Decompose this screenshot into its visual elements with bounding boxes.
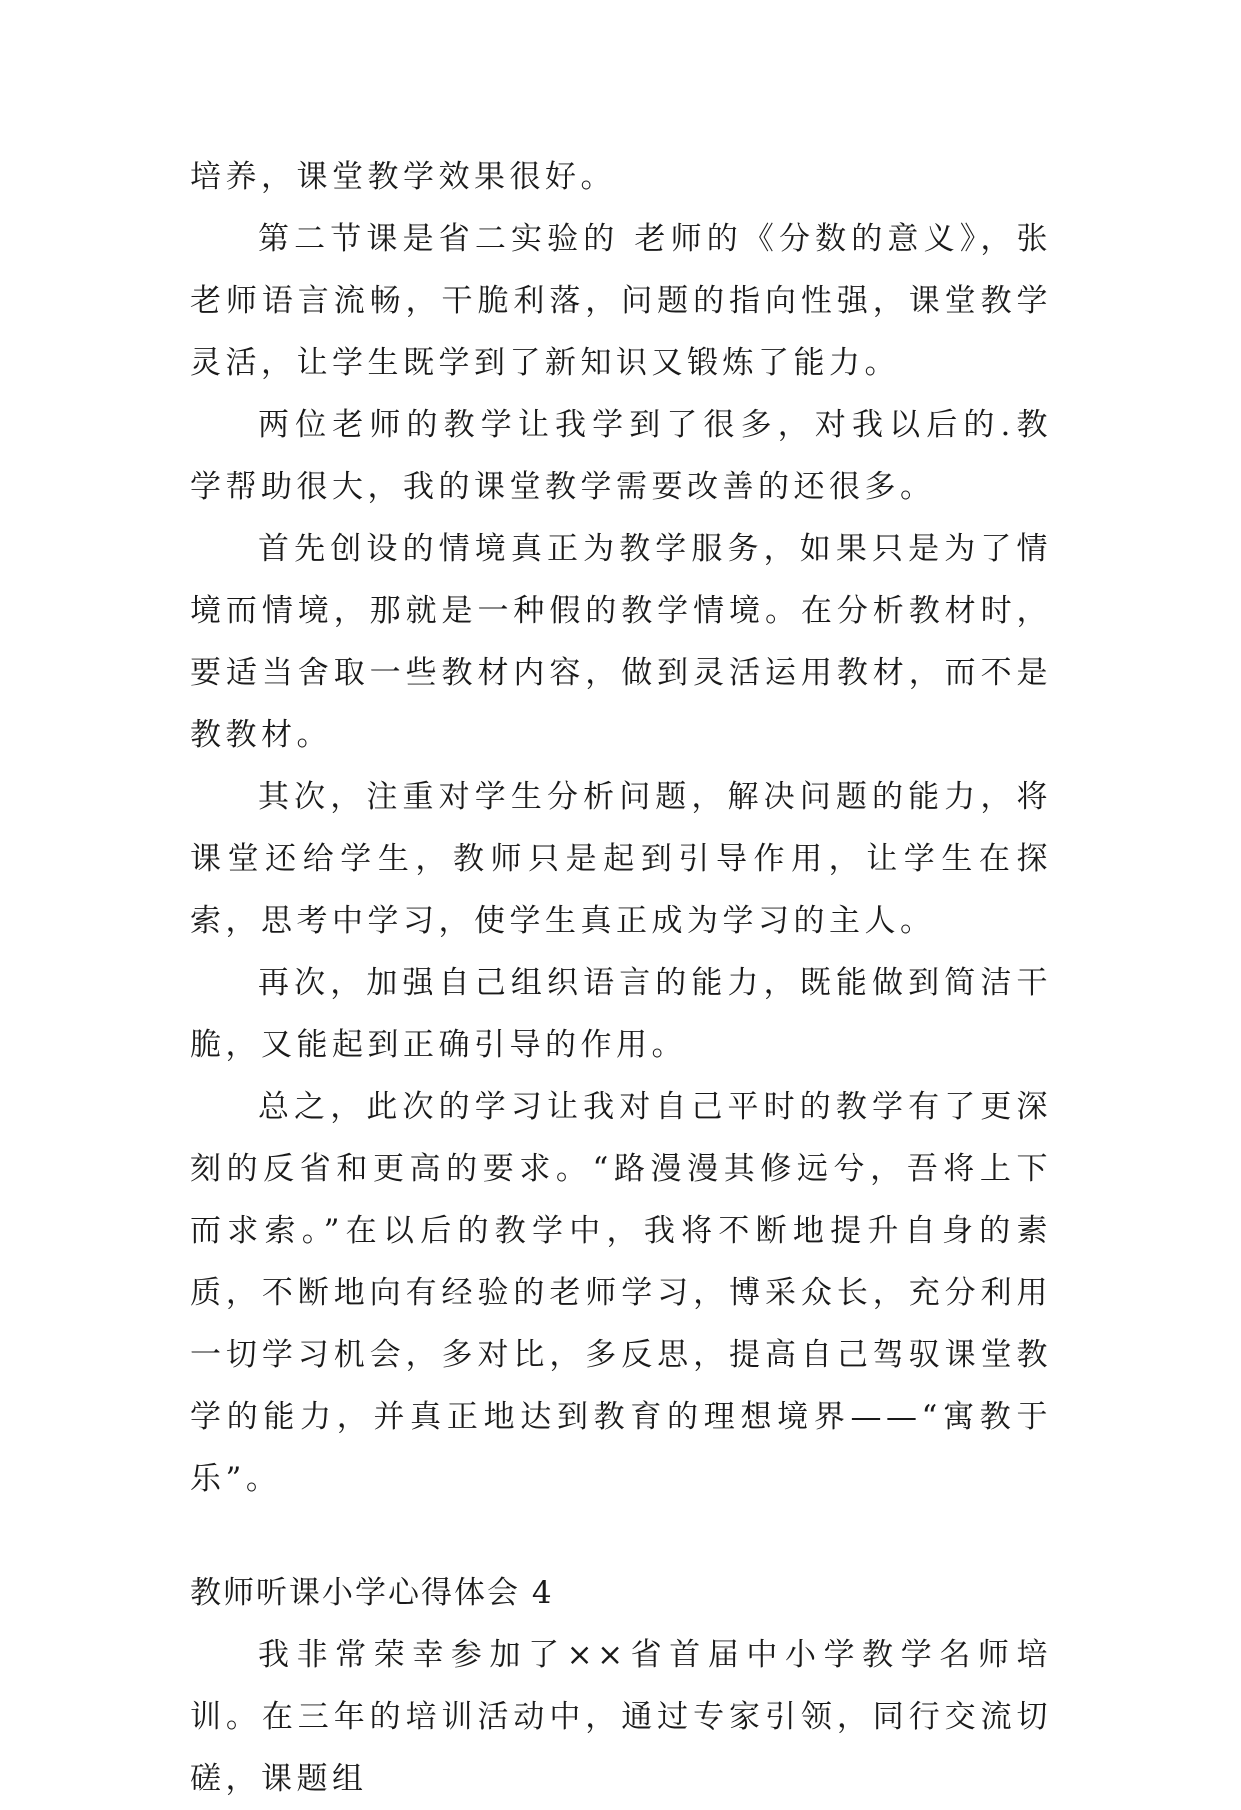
paragraph-group-before [190,146,1052,1510]
paragraph: 总之，此次的学习让我对自己平时的教学有了更深刻的反省和更高的要求。“路漫漫其修远兮，吾将上下而求索。”在以后的教学中，我将不断地提升自身的素质，不断地向有经验的老师学习，博采众长，充分利用一切学习机会，多对比，多反思，提高自己驾驭课堂教学的能力，并真正地达到教育的理想境界——“寓教于乐”。 [190,1089,1052,1497]
document-body [190,146,1052,1810]
paragraph-group-after [190,1624,1052,1810]
section-heading: 教师听课小学心得体会 4 [190,1575,554,1611]
paragraph: 我非常荣幸参加了××省首届中小学教学名师培训。在三年的培训活动中，通过专家引领，同行交流切磋，课题组 [190,1637,1052,1797]
paragraph: 首先创设的情境真正为教学服务，如果只是为了情境而情境，那就是一种假的教学情境。在分析教材时，要适当舍取一些教材内容，做到灵活运用教材，而不是教教材。 [190,531,1052,753]
paragraph: 培养，课堂教学效果很好。 [190,159,616,195]
paragraph: 第二节课是省二实验的 老师的《分数的意义》，张老师语言流畅，干脆利落，问题的指向性强，课堂教学灵活，让学生既学到了新知识又锻炼了能力。 [190,221,1052,381]
paragraph: 再次，加强自己组织语言的能力，既能做到简洁干脆，又能起到正确引导的作用。 [190,965,1052,1063]
paragraph: 两位老师的教学让我学到了很多，对我以后的.教学帮助很大，我的课堂教学需要改善的还很多。 [190,407,1052,505]
paragraph: 其次，注重对学生分析问题，解决问题的能力，将课堂还给学生，教师只是起到引导作用，让学生在探索，思考中学习，使学生真正成为学习的主人。 [190,779,1052,939]
